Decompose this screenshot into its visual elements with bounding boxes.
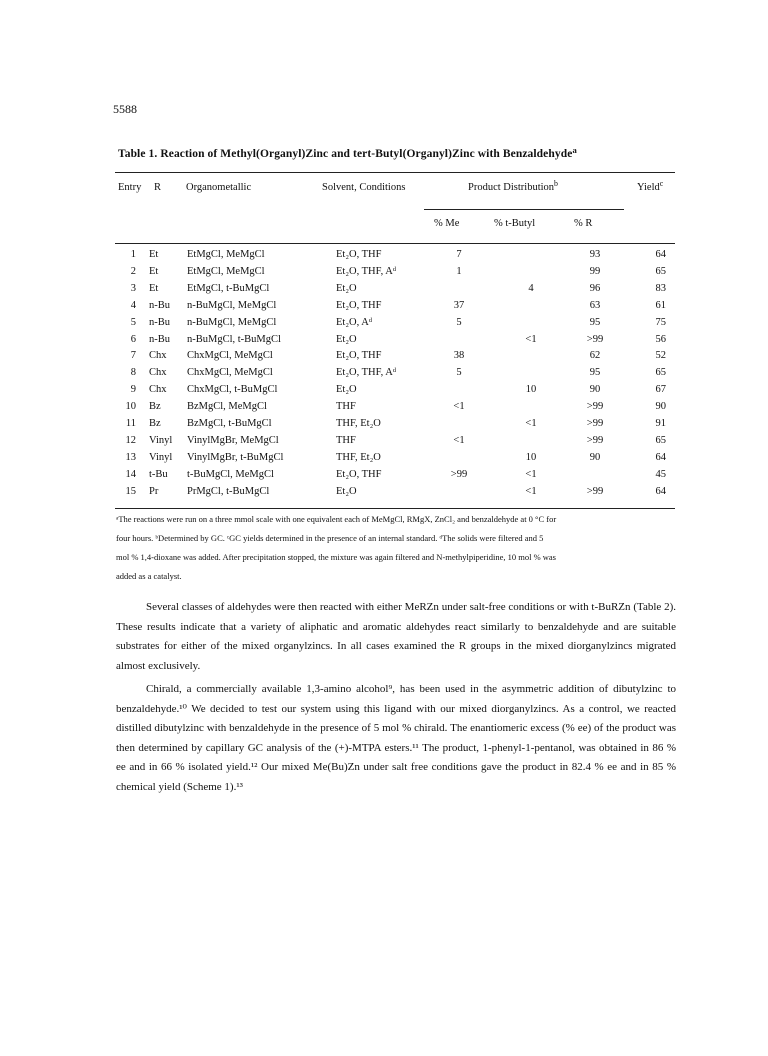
cell-entry: 1 [130, 249, 136, 260]
cell-entry: 13 [125, 451, 136, 463]
cell-entry: 2 [130, 265, 136, 277]
cell-solv: Et₂O, THF [336, 468, 382, 480]
cell-r: Bz [149, 401, 161, 413]
cell-solv: THF, Et₂O [336, 451, 381, 463]
cell-yield: 65 [655, 367, 666, 379]
cell-entry: 5 [130, 316, 136, 328]
cell-org: VinylMgBr, t-BuMgCl [187, 451, 284, 463]
cell-solv: THF, Et₂O [336, 418, 381, 429]
page-number: 5588 [113, 102, 137, 116]
cell-r: n-Bu [149, 316, 170, 328]
cell-entry: 11 [125, 418, 136, 429]
cell-org: EtMgCl, MeMgCl [187, 265, 265, 277]
cell-solv: Et₂O [336, 282, 357, 294]
body-paragraph: Several classes of aldehydes were then reacted with either MeRZn under salt-free conditions or with t-BuRZn (Table 2). These results indicate that a variety of aliphatic and aromatic aldehydes react similarly to benzaldehyde and are suitable substrates for either of the mixed organylzincs. In all cases examined the R groups in the mixed diorganylzincs migrated almost exclusively. [116, 601, 676, 672]
cell-me: 5 [456, 316, 462, 328]
cell-entry: 8 [130, 367, 136, 379]
cell-org: BzMgCl, MeMgCl [187, 401, 267, 413]
footnote-line: mol % 1,4-dioxane was added. After precipitation stopped, the mixture was again filtered and N-methylpiperidine, 10 mol % was [116, 552, 556, 562]
cell-solv: Et₂O, THF [336, 249, 382, 260]
header-r: R [154, 182, 162, 193]
header-yield-text: Yield [637, 182, 660, 193]
header-tbutyl: % t-Butyl [494, 218, 536, 229]
cell-entry: 12 [125, 434, 136, 446]
header-organometallic: Organometallic [186, 182, 252, 193]
cell-rp: 93 [589, 249, 601, 260]
cell-me: 37 [453, 299, 465, 311]
cell-solv: THF [336, 401, 356, 413]
cell-yield: 56 [655, 333, 666, 345]
cell-yield: 90 [655, 401, 666, 413]
cell-org: n-BuMgCl, MeMgCl [187, 299, 277, 311]
cell-r: Vinyl [149, 451, 173, 463]
cell-solv: Et₂O, Aᵈ [336, 316, 373, 328]
cell-org: EtMgCl, MeMgCl [187, 249, 265, 260]
cell-yield: 83 [655, 282, 666, 294]
cell-me: <1 [453, 401, 465, 413]
cell-rp: 63 [589, 299, 601, 311]
cell-rp: 95 [589, 367, 601, 379]
cell-entry: 10 [125, 401, 136, 413]
table-header-bottom-rule [115, 243, 675, 244]
cell-solv: Et₂O, THF [336, 299, 382, 311]
cell-rp: >99 [586, 333, 604, 345]
cell-org: t-BuMgCl, MeMgCl [187, 468, 274, 480]
caption-text: Table 1. Reaction of Methyl(Organyl)Zinc and tert-Butyl(Organyl)Zinc with Benzaldehyde [118, 148, 573, 160]
cell-org: ChxMgCl, MeMgCl [187, 350, 273, 362]
cell-r: Chx [149, 384, 167, 396]
cell-entry: 9 [130, 384, 136, 396]
cell-yield: 64 [655, 485, 666, 497]
cell-rp: 96 [589, 282, 601, 294]
cell-r: Pr [149, 485, 159, 497]
cell-r: Vinyl [149, 434, 173, 446]
cell-r: n-Bu [149, 333, 170, 345]
table-top-rule [115, 172, 675, 173]
cell-entry: 4 [130, 299, 136, 311]
cell-entry: 15 [125, 485, 136, 497]
header-solvent: Solvent, Conditions [322, 182, 406, 193]
cell-entry: 14 [125, 468, 136, 480]
header-r-pct: % R [574, 218, 593, 229]
cell-me: 38 [453, 350, 465, 362]
cell-solv: THF [336, 434, 356, 446]
header-yield-mark: c [659, 179, 664, 188]
cell-yield: 65 [655, 434, 666, 446]
header-me: % Me [434, 218, 460, 229]
cell-tbu: <1 [525, 418, 537, 429]
cell-solv: Et₂O, THF [336, 350, 382, 362]
cell-tbu: 4 [528, 282, 534, 294]
cell-yield: 64 [655, 249, 666, 260]
cell-rp: 95 [589, 316, 601, 328]
cell-org: PrMgCl, t-BuMgCl [187, 485, 270, 497]
body-paragraph: Chirald, a commercially available 1,3-amino alcohol⁹, has been used in the asymmetric addition of dibutylzinc to benzaldehyde.¹⁰ We decided to test our system using this ligand with our mixed diorganylzincs. As a control, we reacted distilled dibutylzinc with benzaldehyde in the presence of 5 mol % chirald. The enantiomeric excess (% ee) of the product was then determined by capillary GC analysis of the (+)-MTPA esters.¹¹ The product, 1-phenyl-1-pentanol, was obtained in 86 % ee and in 66 % isolated yield.¹² Our mixed Me(Bu)Zn under salt free conditions gave the product in 82.4 % ee and in 85 % chemical yield (Scheme 1).¹³ [116, 683, 676, 793]
cell-org: BzMgCl, t-BuMgCl [187, 418, 272, 429]
cell-yield: 91 [655, 418, 666, 429]
caption-footnote-mark: a [572, 145, 577, 155]
cell-r: Chx [149, 350, 167, 362]
cell-solv: Et₂O, THF, Aᵈ [336, 367, 397, 379]
cell-r: n-Bu [149, 299, 170, 311]
header-yield [637, 179, 664, 193]
cell-tbu: <1 [525, 468, 537, 480]
cell-solv: Et₂O [336, 485, 357, 497]
header-entry: Entry [118, 182, 142, 193]
cell-org: n-BuMgCl, t-BuMgCl [187, 333, 281, 345]
cell-yield: 61 [655, 299, 666, 311]
cell-yield: 67 [655, 384, 666, 396]
cell-tbu: 10 [525, 451, 537, 463]
cell-me: 7 [456, 249, 462, 260]
cell-entry: 6 [130, 333, 136, 345]
cell-org: n-BuMgCl, MeMgCl [187, 316, 277, 328]
cell-solv: Et₂O [336, 384, 357, 396]
cell-me: 1 [456, 265, 462, 277]
cell-org: ChxMgCl, t-BuMgCl [187, 384, 278, 396]
cell-org: VinylMgBr, MeMgCl [187, 434, 279, 446]
cell-yield: 64 [655, 451, 666, 463]
cell-r: Chx [149, 367, 167, 379]
cell-me: 5 [456, 367, 462, 379]
cell-yield: 45 [655, 468, 666, 480]
cell-r: Et [149, 282, 159, 294]
table-caption [118, 145, 577, 160]
cell-r: t-Bu [149, 468, 168, 480]
cell-tbu: <1 [525, 485, 537, 497]
cell-rp: >99 [586, 485, 604, 497]
cell-tbu: 10 [525, 384, 537, 396]
footnote-line: added as a catalyst. [116, 571, 182, 581]
header-product-distribution-text: Product Distribution [468, 182, 555, 193]
header-product-distribution-mark: b [554, 179, 558, 188]
cell-org: ChxMgCl, MeMgCl [187, 367, 273, 379]
cell-entry: 7 [130, 350, 136, 362]
footnote-line: four hours. ᵇDetermined by GC. ᶜGC yields determined in the presence of an internal standard. ᵈThe solids were filtered and 5 [116, 533, 544, 543]
cell-solv: Et₂O, THF, Aᵈ [336, 265, 397, 277]
cell-rp: 90 [589, 451, 601, 463]
cell-rp: >99 [586, 434, 604, 446]
cell-me: >99 [450, 468, 468, 480]
cell-rp: 62 [589, 350, 601, 362]
header-product-distribution [468, 179, 558, 193]
cell-r: Et [149, 249, 159, 260]
cell-rp: >99 [586, 418, 604, 429]
cell-rp: >99 [586, 401, 604, 413]
cell-solv: Et₂O [336, 333, 357, 345]
cell-yield: 75 [655, 316, 666, 328]
cell-rp: 90 [589, 384, 601, 396]
cell-r: Et [149, 265, 159, 277]
cell-yield: 65 [655, 265, 666, 277]
cell-tbu: <1 [525, 333, 537, 345]
table-subheader-rule [424, 209, 624, 210]
cell-rp: 99 [589, 265, 601, 277]
cell-entry: 3 [130, 282, 136, 294]
cell-me: <1 [453, 434, 465, 446]
cell-yield: 52 [655, 350, 666, 362]
cell-org: EtMgCl, t-BuMgCl [187, 282, 270, 294]
footnote-line: ᵃThe reactions were run on a three mmol scale with one equivalent each of MeMgCl, RMgX, ZnCl₂ and benzaldehyde at 0 °C for [116, 514, 557, 524]
cell-r: Bz [149, 418, 161, 429]
